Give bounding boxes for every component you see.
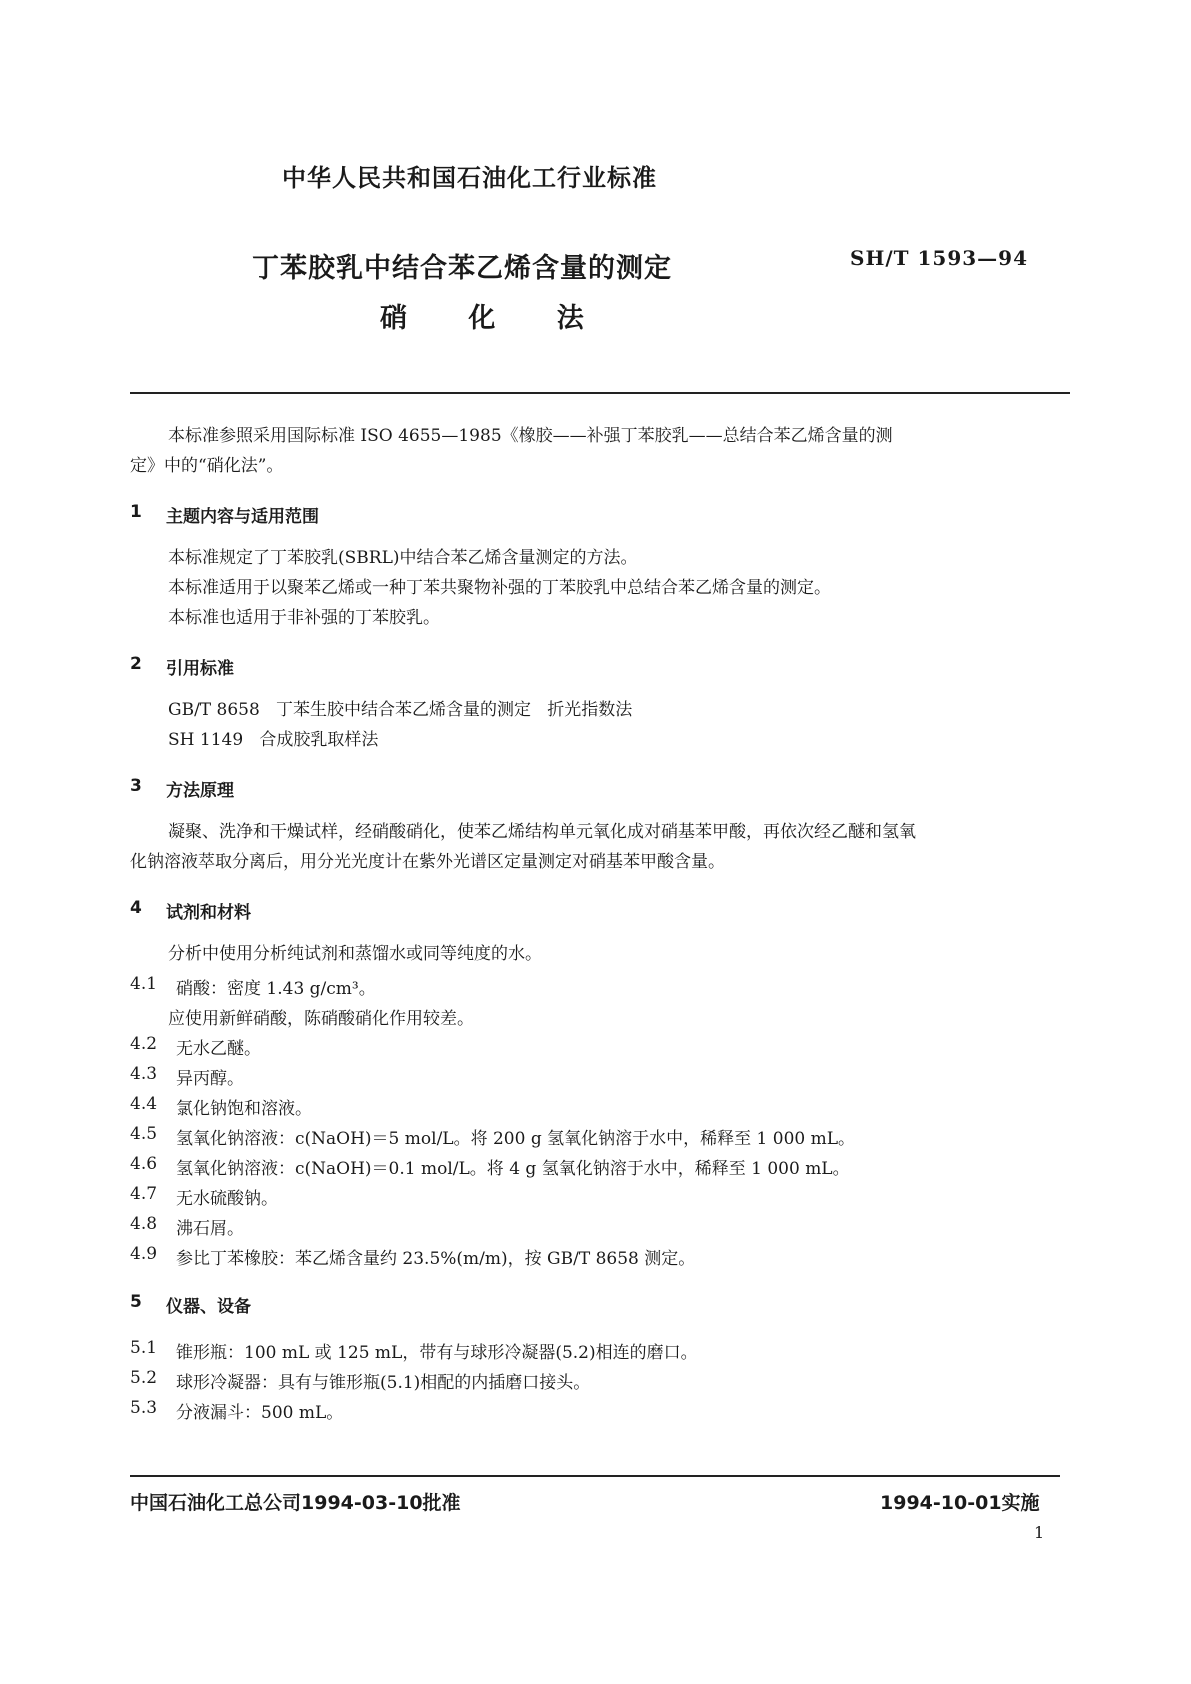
section-1-title: 主题内容与适用范围 <box>166 507 319 527</box>
section-2-ref-2: SH 1149 合成胶乳取样法 <box>168 730 379 750</box>
clause-number: 5.3 <box>130 1398 158 1418</box>
section-2-number: 2 <box>130 654 142 674</box>
section-3-number: 3 <box>130 776 142 796</box>
footer-divider <box>130 1475 1060 1477</box>
clause-number: 4.9 <box>130 1244 158 1264</box>
clause-text: 球形冷凝器：具有与锥形瓶(5.1)相配的内插磨口接头。 <box>176 1373 591 1393</box>
clause-text: 氢氧化钠溶液：c(NaOH)＝0.1 mol/L。将 4 g 氢氧化钠溶于水中，稀释至 1 000 mL。 <box>176 1159 850 1179</box>
standard-number: SH/T 1593—94 <box>850 246 1028 270</box>
section-1-line-2: 本标准适用于以聚苯乙烯或一种丁苯共聚物补强的丁苯胶乳中总结合苯乙烯含量的测定。 <box>168 578 831 598</box>
clause-number: 4.5 <box>130 1124 158 1144</box>
clause-text: 无水硫酸钠。 <box>176 1189 278 1209</box>
clause-number: 4.1 <box>130 974 158 994</box>
clause-text: 异丙醇。 <box>176 1069 244 1089</box>
clause-number: 4.8 <box>130 1214 158 1234</box>
clause-text: 硝酸：密度 1.43 g/cm³。 <box>176 979 376 999</box>
section-4-title: 试剂和材料 <box>166 903 251 923</box>
section-4-number: 4 <box>130 898 142 918</box>
section-3-title: 方法原理 <box>166 781 234 801</box>
clause-text: 沸石屑。 <box>176 1219 244 1239</box>
clause-number: 4.3 <box>130 1064 158 1084</box>
section-1-line-1: 本标准规定了丁苯胶乳(SBRL)中结合苯乙烯含量测定的方法。 <box>168 548 638 568</box>
page-number: 1 <box>1034 1523 1045 1542</box>
document-title: 丁苯胶乳中结合苯乙烯含量的测定 <box>252 253 672 284</box>
clause-text: 氯化钠饱和溶液。 <box>176 1099 312 1119</box>
section-2-title: 引用标准 <box>166 659 234 679</box>
foreword-line-2: 定》中的“硝化法”。 <box>130 456 284 476</box>
approval-date: 中国石油化工总公司1994-03-10批准 <box>130 1492 461 1514</box>
foreword-line-1: 本标准参照采用国际标准 ISO 4655—1985《橡胶——补强丁苯胶乳——总结合苯乙烯含量的测 <box>168 426 893 446</box>
document-subtitle: 硝 化 法 <box>380 303 610 334</box>
header-divider <box>130 392 1070 394</box>
clause-number: 4.2 <box>130 1034 158 1054</box>
clause-text: 锥形瓶：100 mL 或 125 mL，带有与球形冷凝器(5.2)相连的磨口。 <box>176 1343 698 1363</box>
section-2-ref-1: GB/T 8658 丁苯生胶中结合苯乙烯含量的测定 折光指数法 <box>168 700 633 720</box>
clause-number: 5.1 <box>130 1338 158 1358</box>
section-1-line-3: 本标准也适用于非补强的丁苯胶乳。 <box>168 608 440 628</box>
section-1-number: 1 <box>130 502 142 522</box>
clause-number: 4.4 <box>130 1094 158 1114</box>
section-5-number: 5 <box>130 1292 142 1312</box>
section-4-intro: 分析中使用分析纯试剂和蒸馏水或同等纯度的水。 <box>168 944 542 964</box>
section-3-line-1: 凝聚、洗净和干燥试样，经硝酸硝化，使苯乙烯结构单元氧化成对硝基苯甲酸，再依次经乙醚和氢氧 <box>168 822 916 842</box>
clause-note: 应使用新鲜硝酸，陈硝酸硝化作用较差。 <box>168 1009 474 1029</box>
clause-text: 无水乙醚。 <box>176 1039 261 1059</box>
implementation-date: 1994-10-01实施 <box>880 1492 1040 1514</box>
section-3-line-2: 化钠溶液萃取分离后，用分光光度计在紫外光谱区定量测定对硝基苯甲酸含量。 <box>130 852 725 872</box>
clause-number: 4.7 <box>130 1184 158 1204</box>
issuer-heading: 中华人民共和国石油化工行业标准 <box>282 164 657 192</box>
section-5-title: 仪器、设备 <box>166 1297 251 1317</box>
clause-text: 参比丁苯橡胶：苯乙烯含量约 23.5%(m/m)，按 GB/T 8658 测定。 <box>176 1249 696 1269</box>
clause-number: 4.6 <box>130 1154 158 1174</box>
clause-text: 氢氧化钠溶液：c(NaOH)＝5 mol/L。将 200 g 氢氧化钠溶于水中，稀释至 1 000 mL。 <box>176 1129 856 1149</box>
clause-number: 5.2 <box>130 1368 158 1388</box>
clause-text: 分液漏斗：500 mL。 <box>176 1403 344 1423</box>
